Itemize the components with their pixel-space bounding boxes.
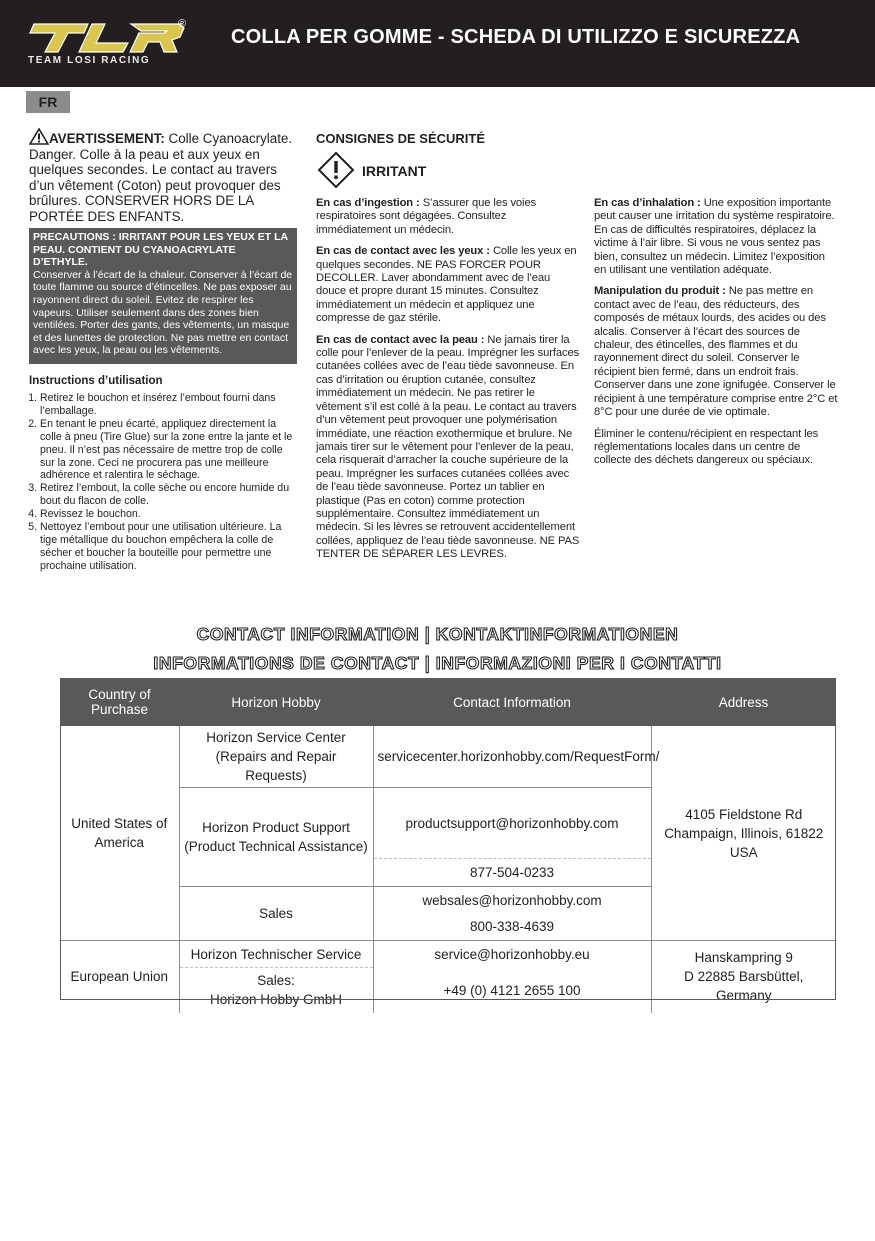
page-title: COLLA PER GOMME - SCHEDA DI UTILIZZO E SICUREZZA xyxy=(231,26,801,48)
eyes-paragraph xyxy=(316,245,582,325)
skin-text: Ne jamais tirer la colle pour l’enlever de la peau. Imprégner les surfaces cutanées collées avec de l’eau tiède savonneuse. En cas d’irritation ou éruption cutanée, consultez immédiatement un médecin. Ne pas retirer le vêtement s’il est collé à la peau. Le contact au travers d’un vêtement peut provoquer une polymérisation immédiate, une réaction exothermique et brulure. Ne jamais tirer sur le vêtement pour l’enlever de la peau, cela risquerait d’arracher la couche supérieure de la peau. Imprégner les surfaces cutanées collées avec de l’eau tiède savonneuse. Portez un tablier en plastique (Pas en coton) comme protection supplémentaire. Consultez immédiatement un médecin. Si les lèvres se retrouvent accidentellement collées, appliquez de l’eau tiède savonneuse. NE PAS TENTER DE SÉPARER LES LEVRES. xyxy=(316,333,580,561)
handling-text: Ne pas mettre en contact avec de l’eau, des réducteurs, des composés de métaux lourds, des acides ou des alcalis. Conserver à l’écart des sources de chaleur, des étincelles, des flammes et du rayonnement direct du soleil. Conserver le récipient bien fermé, dans un endroit frais. Conserver dans une zone ignifugée. Conserver le récipient à une température comprise entre 2°C et 8°C pour une durée de vie optimale. xyxy=(594,285,838,419)
irritant-hazard-icon xyxy=(316,151,356,189)
eu-email[interactable]: service@horizonhobby.eu xyxy=(373,941,651,968)
eyes-label: En cas de contact avec les yeux : xyxy=(316,245,490,258)
usa-support-phone: 877-504-0233 xyxy=(373,859,651,887)
eu-country: European Union xyxy=(60,941,179,1013)
brand-subtitle: TEAM LOSI RACING xyxy=(28,55,151,66)
inhalation-paragraph xyxy=(594,197,838,277)
usa-support-email[interactable]: productsupport@horizonhobby.com xyxy=(373,788,651,859)
instruction-step: 3. Retirez l’embout, la colle sèche ou encore humide du bout du flacon de colle. xyxy=(40,482,299,508)
registered-mark: ® xyxy=(178,18,187,30)
ingestion-label: En cas d’ingestion : xyxy=(316,197,420,209)
usa-product-support: Horizon Product Support (Product Technical Assistance) xyxy=(179,788,373,887)
warning-block xyxy=(29,128,295,224)
eu-address xyxy=(651,941,836,1013)
inhalation-text: Une exposition importante peut causer une irritation du système respiratoire. En cas de difficultés respiratoires, déplacez la victime à l’air libre. Si vous ne vous sentez pas bien, consultez un médecin. Limitez l’exposition en utilisant une ventilation adéquate. xyxy=(594,197,835,277)
usa-country: United States of America xyxy=(71,816,168,850)
usa-address xyxy=(651,726,836,941)
contact-title-line2: INFORMATIONS DE CONTACT | INFORMAZIONI PER I CONTATTI xyxy=(153,653,722,673)
skin-paragraph xyxy=(316,334,582,562)
instruction-step: 2. En tenant le pneu écarté, appliquez directement la colle à pneu (Tire Glue) sur la zone entre la jante et le pneu. Il n’est pas nécessaire de mettre trop de colle sur la zone. Ceci ne procurera pas une meilleure adhérence et ralentira le séchage. xyxy=(40,418,299,483)
header-contact: Contact Information xyxy=(373,678,651,726)
disposal-paragraph: Éliminer le contenu/récipient en respectant les réglementations locales dans un centre de collecte des déchets dangereux ou spéciaux. xyxy=(594,427,819,467)
table-row xyxy=(60,941,836,968)
instruction-step: 5. Nettoyez l’embout pour une utilisation ultérieure. La tige métallique du bouchon empêchera la colle de sécher et boucher la bouteille pour permettre une prochaine utilisation. xyxy=(40,521,299,573)
precautions-heading: PRECAUTIONS : IRRITANT POUR LES YEUX ET LA PEAU. CONTIENT DU CYANOACRYLATE D’ETHYLE. xyxy=(33,231,288,269)
usa-service-url[interactable]: servicecenter.horizonhobby.com/RequestForm/ xyxy=(373,726,651,788)
safety-right-column xyxy=(594,197,838,476)
header-country: Country of Purchase xyxy=(60,678,179,726)
eu-sales-line2: Horizon Hobby GmbH xyxy=(209,992,343,1008)
eyes-text: Colle les yeux en quelques secondes. NE PAS FORCER POUR DECOLLER. Laver abondamment avec de l’eau douce et propre durant 15 minutes. Consultez immédiatement un médecin et appliquez une compresse de gaz stérile. xyxy=(316,245,577,325)
usa-sales: Sales xyxy=(179,887,373,941)
handling-label: Manipulation du produit : xyxy=(594,285,726,298)
handling-paragraph xyxy=(594,285,838,419)
precautions-box xyxy=(29,228,297,364)
eu-sales-line1: Sales: xyxy=(257,973,295,989)
instruction-step: 1. Retirez le bouchon et insérez l’embout fourni dans l’emballage. xyxy=(40,392,299,418)
table-row xyxy=(60,726,836,788)
precautions-text: Conserver à l’écart de la chaleur. Conserver à l’écart de toute flamme ou source d’étincelles. Ne pas exposer au rayonnent direct du soleil. Evitez de respirer les vapeurs. Utiliser seulement dans des zones bien ventilées. Porter des gants, des vêtements, un masque et des lunettes de protection. Ne pas mettre en contact avec les yeux, la peau ou les vêtements. xyxy=(33,268,293,357)
contact-table xyxy=(60,678,836,1013)
usa-service-center: Horizon Service Center (Repairs and Repair Requests) xyxy=(179,726,373,788)
page-header xyxy=(0,0,875,87)
usa-address-line2: Champaign, Illinois, 61822 xyxy=(664,825,824,841)
usa-sales-phone: 800-338-4639 xyxy=(373,914,651,941)
eu-address-line2: D 22885 Barsbüttel, Germany xyxy=(684,969,804,1004)
warning-triangle-icon xyxy=(29,128,49,145)
instruction-step: 4. Revissez le bouchon. xyxy=(40,508,299,521)
warning-text: Colle Cyanoacrylate. Danger. Colle à la peau et aux yeux en quelques secondes. Le contact au travers d’un vêtement (Coton) peut provoquer des brûlures. CONSERVER HORS DE LA PORTÉE DES ENFANTS. xyxy=(29,131,293,224)
language-badge: FR xyxy=(26,91,70,113)
safety-heading: CONSIGNES DE SÉCURITÉ xyxy=(316,131,486,146)
irritant-label: IRRITANT xyxy=(362,163,427,179)
usa-address-line1: 4105 Fieldstone Rd xyxy=(685,806,803,822)
table-header-row xyxy=(60,678,836,726)
ingestion-paragraph xyxy=(316,197,582,237)
eu-sales xyxy=(179,968,373,1013)
eu-address-line1: Hanskampring 9 xyxy=(694,950,793,966)
safety-middle-column xyxy=(316,197,582,570)
instructions-list xyxy=(29,392,299,573)
instructions-heading: Instructions d’utilisation xyxy=(29,375,163,387)
contact-title-line1: CONTACT INFORMATION | KONTAKTINFORMATIONEN xyxy=(196,624,679,644)
warning-label: AVERTISSEMENT: xyxy=(49,131,165,146)
eu-technical-service: Horizon Technischer Service xyxy=(179,941,373,968)
inhalation-label: En cas d’inhalation : xyxy=(594,197,701,209)
eu-phone: +49 (0) 4121 2655 100 xyxy=(373,968,651,1013)
header-address: Address xyxy=(651,678,836,726)
ingestion-text: S’assurer que les voies respiratoires sont dégagées. Consultez immédiatement un médecin. xyxy=(316,197,537,236)
header-horizon: Horizon Hobby xyxy=(179,678,373,726)
usa-address-line3: USA xyxy=(729,844,758,860)
usa-sales-email[interactable]: websales@horizonhobby.com xyxy=(373,887,651,914)
skin-label: En cas de contact avec la peau : xyxy=(316,333,485,346)
